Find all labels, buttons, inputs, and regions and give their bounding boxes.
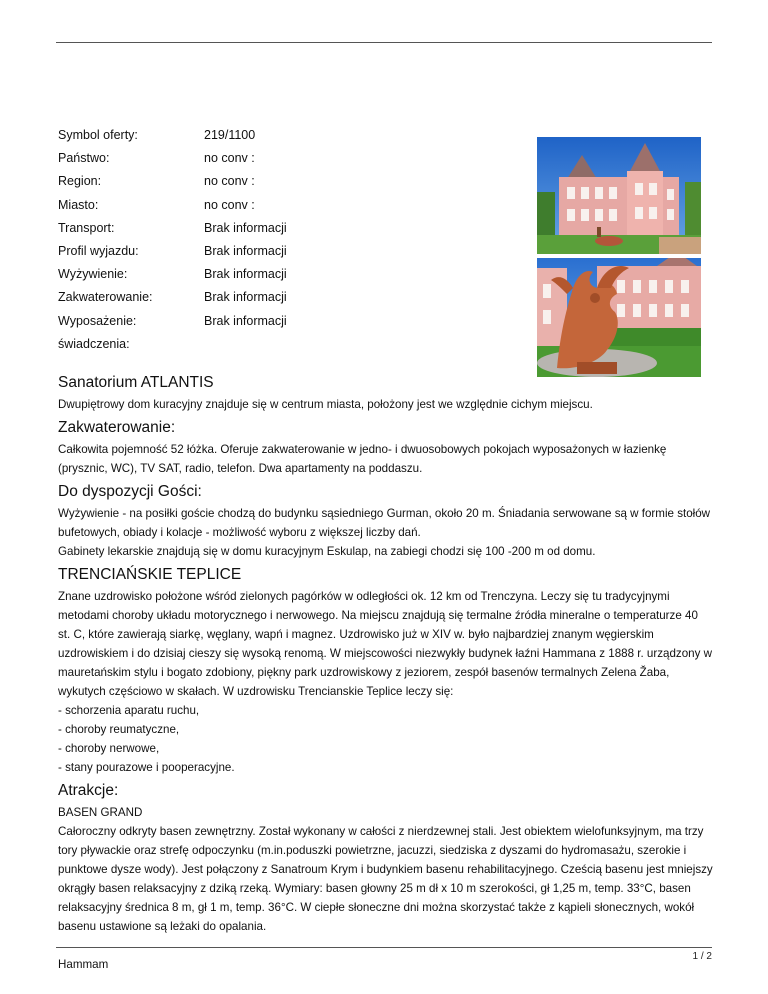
attractions-heading: Atrakcje: bbox=[58, 782, 119, 799]
dragon-fountain-photo bbox=[537, 258, 701, 377]
pool-name: BASEN GRAND bbox=[58, 806, 143, 819]
offer-row-label: świadczenia: bbox=[58, 336, 130, 351]
offer-row-value: no conv : bbox=[204, 151, 255, 166]
guests-doctors-text: Gabinety lekarskie znajdują się w domu kuracyjnym Eskulap, na zabiegi chodzi się 100 -200 m od domu. bbox=[58, 545, 596, 558]
offer-row bbox=[58, 244, 528, 267]
guests-meals-text: Wyżywienie - na posiłki goście chodzą do budynku sąsiedniego Gurman, około 20 m. Śniadania serwowane są w formie stołów bufetowych, obiady i kolacje - możliwość wyboru z większej liczby dań. bbox=[58, 507, 711, 539]
offer-row-value bbox=[204, 337, 528, 360]
offer-row-label: Profil wyjazdu: bbox=[58, 243, 139, 258]
spa-text: Znane uzdrowisko położone wśród zielonych pagórków w odległości ok. 12 km od Trenczyna. Leczy się tu tradycyjnymi metodami choroby układu motorycznego i nerwowego. Na miejscu znajdują się termalne źródła mineralne o temperaturze 40 st. C, które zawierają siarkę, węglany, wapń i magnez. Uzdrowisko już w XIV w. było najbardziej znanym węgierskim uzdrowiskiem i do dzisiaj cieszy się wysoką renomą. W miejscowości niezwykły budynek łaźni Hammana z 1888 r. urządzony w mauretańskim stylu i bogato zdobiony, piękny park uzdrowiskowy z jeziorem, zespół basenów termalnych Zelena Žaba, wykutych częściowo w skałach. W uzdrowisku Trencianskie Teplice leczy się: bbox=[58, 590, 713, 698]
offer-row bbox=[58, 198, 528, 221]
offer-row-label: Region: bbox=[58, 174, 102, 189]
offer-row-value: Brak informacji bbox=[204, 220, 287, 235]
offer-row-value: Brak informacji bbox=[204, 313, 287, 328]
offer-row-label: Miasto: bbox=[58, 197, 99, 212]
pool-text: Całoroczny odkryty basen zewnętrzny. Został wykonany w całości z nierdzewnej stali. Jest obiektem wielofunksyjnym, ma trzy tory pływackie oraz strefę odpoczynku (m.in.poduszki powietrzne, jacuzzi, siedziska z dyszami do hydromasażu, szerokie i punktowe dysze wody). Jest połączony z Sanatroum Krym i budynkiem basenu rehabilitacyjnego. Cześcią basenu jest mniejszy okrągły basen relaksacyjny z dziką rzeką. Wymiary: basen głowny 25 m dł x 10 m szerokości, gł 1,25 m, temp. 33°C, basen relaksacyjny średnica 8 m, gł 1 m, temp. 36°C. W ciepłe słoneczne dni można skorzystać także z kąpieli słonecznych, wokół basenu ustawione są leżaki do opalania. bbox=[58, 825, 713, 933]
page-number: 1 / 2 bbox=[692, 951, 712, 962]
bottom-rule bbox=[56, 947, 712, 948]
guests-heading: Do dyspozycji Gości: bbox=[58, 483, 202, 500]
sanatorium-building-photo bbox=[537, 137, 701, 254]
accommodation-text: Całkowita pojemność 52 łóżka. Oferuje zakwaterowanie w jedno- i dwuosobowych pokojach wyposażonych w łazienkę (prysznic, WC), TV SAT, radio, telefon. Dwa apartamenty na poddaszu. bbox=[58, 443, 667, 475]
offer-row-label: Wyżywienie: bbox=[58, 267, 128, 282]
accommodation-heading: Zakwaterowanie: bbox=[58, 419, 176, 436]
spa-list-item: - stany pourazowe i pooperacyjne. bbox=[58, 761, 235, 774]
spa-heading: TRENCIAŃSKIE TEPLICE bbox=[58, 566, 242, 583]
offer-description bbox=[58, 373, 713, 978]
offer-row bbox=[58, 221, 528, 244]
sanatorium-text: Dwupiętrowy dom kuracyjny znajduje się w centrum miasta, położony jest we względnie cichym miejscu. bbox=[58, 398, 593, 411]
offer-row-label: Symbol oferty: bbox=[58, 128, 138, 142]
offer-row-value: Brak informacji bbox=[204, 267, 287, 282]
offer-row bbox=[58, 128, 528, 151]
offer-row-label: Wyposażenie: bbox=[58, 313, 137, 328]
spa-list-item: - choroby nerwowe, bbox=[58, 742, 160, 755]
spa-list-item: - choroby reumatyczne, bbox=[58, 723, 180, 736]
top-rule bbox=[56, 42, 712, 43]
offer-info-table bbox=[58, 128, 528, 360]
offer-row bbox=[58, 267, 528, 290]
offer-row-value: Brak informacji bbox=[204, 243, 287, 258]
sanatorium-heading: Sanatorium ATLANTIS bbox=[58, 374, 214, 391]
offer-row-label: Zakwaterowanie: bbox=[58, 290, 153, 305]
offer-row bbox=[58, 314, 528, 337]
offer-row bbox=[58, 290, 528, 313]
offer-row bbox=[58, 151, 528, 174]
spa-list-item: - schorzenia aparatu ruchu, bbox=[58, 704, 200, 717]
offer-row bbox=[58, 337, 528, 360]
offer-row bbox=[58, 174, 528, 197]
offer-row-label: Transport: bbox=[58, 220, 115, 235]
offer-row-value: 219/1100 bbox=[204, 128, 256, 142]
offer-row-value: no conv : bbox=[204, 197, 255, 212]
offer-row-label: Państwo: bbox=[58, 151, 110, 166]
hammam-label: Hammam bbox=[58, 958, 109, 971]
offer-row-value: Brak informacji bbox=[204, 290, 287, 305]
offer-row-value: no conv : bbox=[204, 174, 255, 189]
